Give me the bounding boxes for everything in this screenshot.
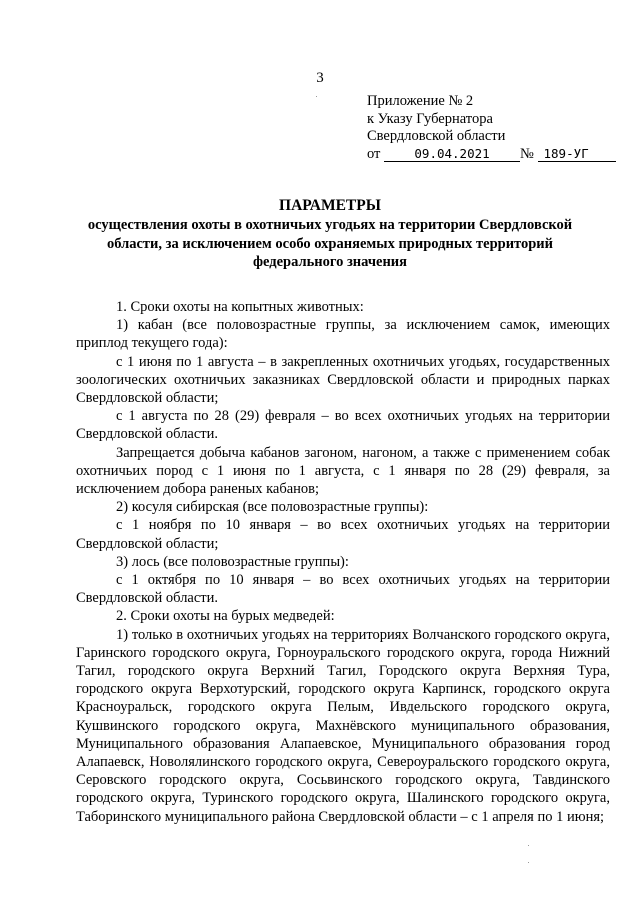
paragraph: Запрещается добыча кабанов загоном, нагоном, а также с применением собак охотничьих пород с 1 июня по 1 августа, с 1 января по 28 (29) февраля, за исключением добора раненых кабанов; <box>76 444 610 498</box>
decree-number: 189-УГ <box>538 147 616 162</box>
annex-date-number-row <box>367 146 616 164</box>
title-subtitle: осуществления охоты в охотничьих угодьях на территории Свердловской области, за исключением особо охраняемых природных территорий федерального значения <box>87 217 573 270</box>
paragraph: с 1 ноября по 10 января – во всех охотничьих угодьях на территории Свердловской области; <box>76 517 610 552</box>
paragraph: с 1 июня по 1 августа – в закрепленных охотничьих угодьях, государственных зоологических охотничьих заказниках Свердловской области и природных парках Свердловской области; <box>76 353 610 407</box>
paragraph: 2) косуля сибирская (все половозрастные группы): <box>116 499 429 516</box>
document-body <box>76 298 610 826</box>
paragraph: с 1 августа по 28 (29) февраля – во всех охотничьих угодьях на территории Свердловской области. <box>76 408 610 443</box>
decree-date: 09.04.2021 <box>384 147 520 162</box>
paragraph: 1) только в охотничьих угодьях на территориях Волчанского городского округа, Гаринского городского округа, Горноуральского городского округа, города Нижний Тагил, городского округа Верхний Тагил, Городского округа Верхняя Тура, городского округа Верхотурский, городского округа Карпинск, городского округа Красноуральск, городского округа Пелым, Ивдельского городского округа, Кушвинского городского округа, Махнёвского муниципального образования, Муниципального образования Алапаевское, Муниципального образования город Алапаевск, Новолялинского городского округа, Североуральского городского округа, Серовского городского округа, Сосьвинского городского округа, Тавдинского городского округа, Туринского городского округа, Шалинского городского округа, Таборинского муниципального района Свердловской области – с 1 апреля по 1 июня; <box>76 626 610 825</box>
title-main: ПАРАМЕТРЫ <box>279 197 381 214</box>
scan-speck <box>528 845 529 846</box>
page-number: 3 <box>316 70 324 86</box>
scan-speck <box>528 862 529 863</box>
document-title <box>60 196 600 272</box>
paragraph: 1. Сроки охоты на копытных животных: <box>116 299 364 315</box>
annex-decree-ref: к Указу Губернатора <box>367 110 493 127</box>
paragraph: 1) кабан (все половозрастные группы, за исключением самок, имеющих приплод текущего года): <box>76 317 610 352</box>
annex-region: Свердловской области <box>367 128 506 144</box>
scan-speck <box>316 96 317 97</box>
annex-header <box>367 93 616 163</box>
number-label: № <box>520 145 534 162</box>
paragraph: 3) лось (все половозрастные группы): <box>116 553 349 570</box>
from-label: от <box>367 145 381 162</box>
paragraph: с 1 октября по 10 января – во всех охотничьих угодьях на территории Свердловской области. <box>76 572 610 607</box>
annex-title: Приложение № 2 <box>367 93 474 109</box>
paragraph: 2. Сроки охоты на бурых медведей: <box>116 608 335 625</box>
